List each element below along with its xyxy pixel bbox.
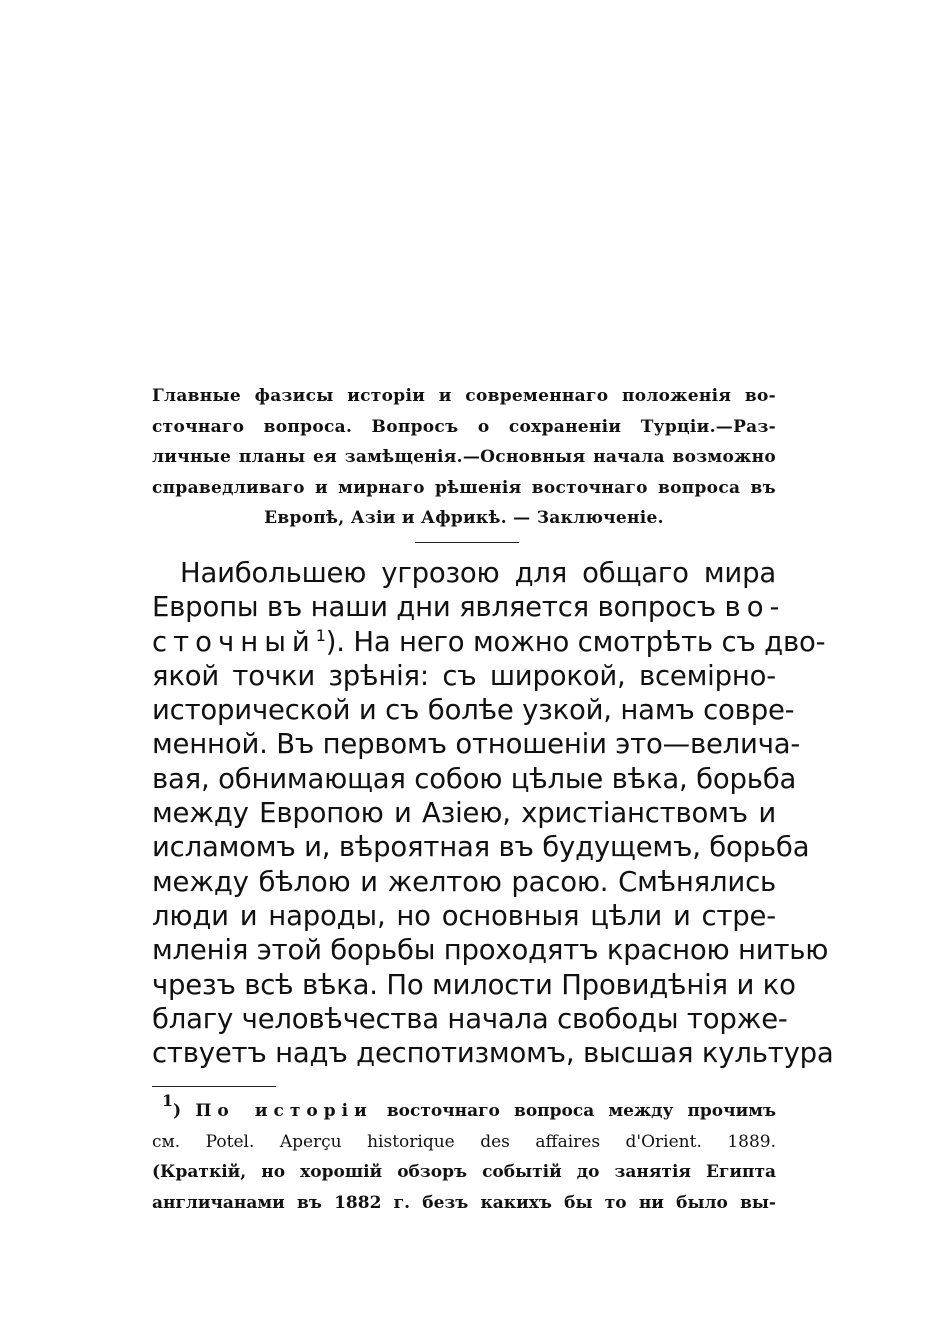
emphasized-word: По исторіи — [195, 1101, 373, 1121]
body-text-run: ). На него можно смотрѣть съ дво- — [325, 625, 826, 658]
footnote-divider — [152, 1086, 276, 1087]
body-line — [152, 625, 826, 659]
chapter-summary — [152, 381, 776, 534]
section-divider — [415, 542, 519, 543]
body-line: вая, обнимающая собою цѣлые вѣка, борьба — [152, 762, 797, 795]
summary-line: справедливаго и мирнаго рѣшенія восточнаго вопроса въ — [152, 477, 776, 498]
footnote-reference[interactable]: 1 — [315, 625, 326, 645]
footnote-line: 1) По исторіи восточнаго вопроса между прочимъ — [162, 1091, 777, 1121]
body-line — [152, 590, 786, 624]
body-line: люди и народы, но основныя цѣли и стре- — [152, 899, 776, 932]
body-line: исторической и съ болѣе узкой, намъ совре- — [152, 694, 795, 727]
footnote-marker: 1 — [162, 1091, 174, 1110]
body-text-run: Европы въ наши дни является вопросъ — [152, 591, 716, 624]
footnote — [152, 1091, 777, 1218]
summary-line: Европѣ, Азіи и Африкѣ. — Заключеніе. — [264, 508, 664, 528]
body-line: Наибольшею угрозою для общаго мира — [180, 557, 776, 589]
body-line: между бѣлою и желтою расою. Смѣнялись — [152, 865, 776, 898]
summary-line: сточнаго вопроса. Вопросъ о сохраненіи Турціи.—Раз- — [152, 416, 776, 437]
body-line: чрезъ всѣ вѣка. По милости Провидѣнія и ко — [152, 968, 796, 1001]
summary-line: Главные фазисы исторіи и современнаго положенія во- — [152, 386, 776, 406]
footnote-line: см. Potel. Aperçu historique des affaires d'Orient. 1889. — [152, 1131, 776, 1152]
body-line: между Европою и Азіею, христіанствомъ и — [152, 797, 776, 830]
emphasized-word: во- — [724, 591, 786, 624]
summary-line: личные планы ея замѣщенія.—Основныя начала возможно — [152, 447, 776, 467]
footnote-line: англичанами въ 1882 г. безъ какихъ бы то ни было вы- — [152, 1192, 776, 1213]
body-line: ствуетъ надъ деспотизмомъ, высшая культура — [152, 1037, 834, 1070]
footnote-line: (Краткій, но хорошій обзоръ событій до занятія Египта — [152, 1162, 776, 1182]
emphasized-word: сточный — [152, 625, 316, 658]
body-line: исламомъ и, вѣроятная въ будущемъ, борьба — [152, 831, 810, 864]
footnote-text-run: восточнаго вопроса между прочимъ — [386, 1101, 777, 1121]
body-line: мленія этой борьбы проходятъ красною нитью — [152, 934, 829, 967]
body-paragraph — [152, 556, 834, 1070]
body-line: якой точки зрѣнія: съ широкой, всемірно- — [152, 659, 776, 692]
body-line: менной. Въ первомъ отношеніи это—величa- — [152, 728, 801, 761]
body-line: благу человѣчества начала свободы торже- — [152, 1002, 788, 1035]
